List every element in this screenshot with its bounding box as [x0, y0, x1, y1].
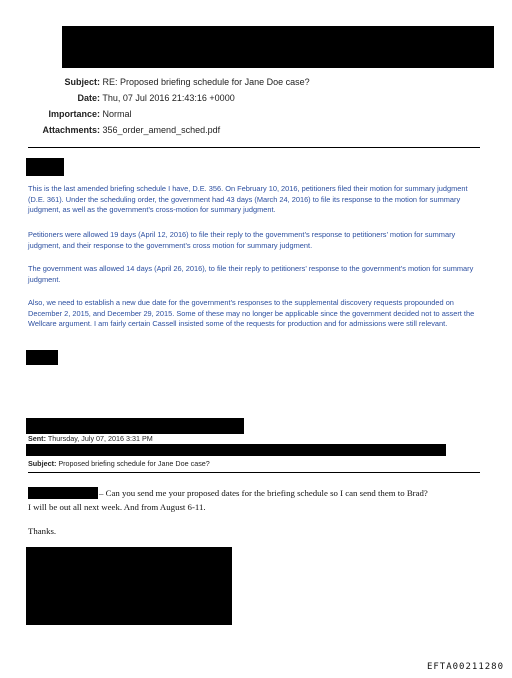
date-value: Thu, 07 Jul 2016 21:43:16 +0000 [102, 93, 235, 103]
body-paragraph-1: This is the last amended briefing schedule I have, D.E. 356. On February 10, 2016, petitioners filed their motion for summary judgment (D.E. 361). Under the scheduling order, the government had 43 days (March 24, 2016) to file its response to the motion for summary judgment, as well as the government’s cross-motion for summary judgment. [28, 184, 468, 215]
date-label: Date: [77, 93, 100, 103]
redaction-signature [26, 350, 58, 365]
redaction-bottom-signature [26, 547, 232, 625]
subject-value: RE: Proposed briefing schedule for Jane Doe case? [102, 77, 310, 87]
forwarded-subject-row [28, 459, 210, 468]
header-divider [28, 147, 480, 148]
message-line-1: – Can you send me your proposed dates for the briefing schedule so I can send them to Brad? [99, 488, 428, 498]
importance-row [28, 108, 132, 120]
body-paragraph-4: Also, we need to establish a new due date for the government’s responses to the supplemental discovery requests propounded on December 2, 2015, and December 29, 2015. Some of these may no longer be applicable since the government decided not to assert the Wellcare argument. I am fairly certain Cassell insisted some of the requests for production and for admissions were still relevant. [28, 298, 475, 329]
attachments-link[interactable]: 356_order_amend_sched.pdf [102, 125, 221, 135]
body-paragraph-3: The government was allowed 14 days (April 26, 2016), to file their reply to petitioners’ response to the government’s motion for summary judgment. [28, 264, 474, 284]
date-row [28, 92, 235, 104]
attachments-row [28, 124, 220, 136]
body-paragraph-2: Petitioners were allowed 19 days (April 12, 2016) to file their reply to the government’s response to petitioners’ motion for summary judgment, and their response to the government’s cross motion for summary judgment. [28, 230, 456, 250]
attachments-label: Attachments: [42, 125, 100, 135]
thanks-line: Thanks. [28, 526, 57, 536]
redaction-to-line [26, 444, 446, 456]
sent-label: Sent: [28, 434, 46, 443]
document-id: EFTA00211280 [426, 662, 504, 672]
sent-row [28, 434, 153, 443]
importance-label: Importance: [48, 109, 100, 119]
redaction-recipient-name [28, 487, 98, 499]
forwarded-subject-value: Proposed briefing schedule for Jane Doe case? [58, 459, 210, 468]
importance-value: Normal [102, 109, 132, 119]
sent-value: Thursday, July 07, 2016 3:31 PM [47, 434, 153, 443]
forwarded-divider [28, 472, 480, 473]
subject-label: Subject: [64, 77, 100, 87]
redaction-block-header [62, 26, 494, 68]
subject-row [28, 76, 310, 88]
redaction-from-line [26, 418, 244, 434]
message-line-2: I will be out all next week. And from August 6-11. [28, 502, 206, 512]
redaction-sender [26, 158, 64, 176]
forwarded-subject-label: Subject: [28, 459, 57, 468]
